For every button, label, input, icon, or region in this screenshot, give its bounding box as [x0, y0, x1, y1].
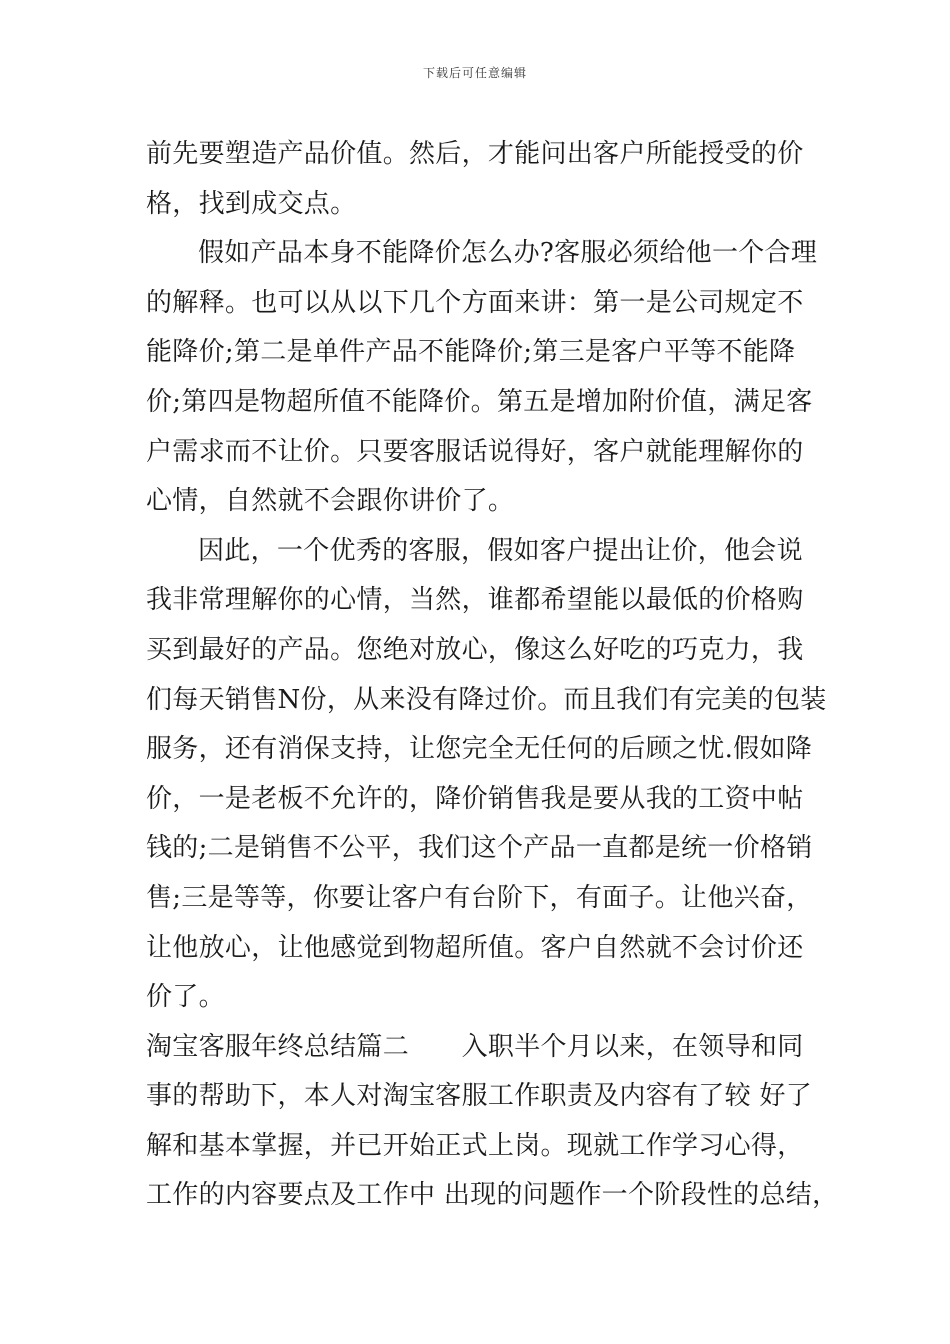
text-line: 解和基本掌握，并已开始正式上岗。现就工作学习心得，	[146, 1130, 804, 1161]
text-line: 服务，还有消保支持，让您完全无任何的后顾之忧.假如降	[146, 734, 813, 765]
text-line: 前先要塑造产品价值。然后，才能问出客户所能授受的价	[146, 139, 804, 169]
text-line: 钱的;二是销售不公平，我们这个产品一直都是统一价格销	[146, 833, 813, 864]
document-body	[146, 130, 839, 1221]
text-line: 工作的内容要点及工作中 出现的问题作一个阶段性的总结，	[146, 1180, 839, 1211]
text-line: 让他放心，让他感觉到物超所值。客户自然就不会讨价还	[146, 932, 804, 963]
text-line: 能降价;第二是单件产品不能降价;第三是客户平等不能降	[146, 337, 796, 368]
text-line: 价;第四是物超所值不能降价。第五是增加附价值，满足客	[146, 386, 813, 417]
text-line: 户需求而不让价。只要客服话说得好，客户就能理解你的	[146, 436, 804, 467]
text-line: 买到最好的产品。您绝对放心，像这么好吃的巧克力，我	[146, 634, 804, 665]
section-heading-line: 淘宝客服年终总结篇二 入职半个月以来，在领导和同	[146, 1031, 804, 1062]
text-line: 心情，自然就不会跟你讲价了。	[146, 486, 515, 517]
text-line: 我非常理解你的心情，当然，谁都希望能以最低的价格购	[146, 585, 804, 616]
text-line: 格，找到成交点。	[146, 188, 357, 219]
page-header: 下载后可任意编辑	[422, 66, 527, 80]
text-line: 的解释。也可以从以下几个方面来讲：第一是公司规定不	[146, 287, 804, 318]
text-line: 事的帮助下，本人对淘宝客服工作职责及内容有了较 好了	[146, 1081, 813, 1112]
text-line: 因此，一个优秀的客服，假如客户提出让价，他会说	[198, 535, 803, 566]
text-line: 售;三是等等，你要让客户有台阶下，有面子。让他兴奋，	[146, 882, 813, 913]
text-line: 价了。	[146, 982, 225, 1013]
text-line: 假如产品本身不能降价怎么办?客服必须给他一个合理	[198, 238, 818, 269]
text-line: 们每天销售N份，从来没有降过价。而且我们有完美的包装	[146, 684, 827, 715]
text-line: 价，一是老板不允许的，降价销售我是要从我的工资中帖	[146, 783, 804, 814]
